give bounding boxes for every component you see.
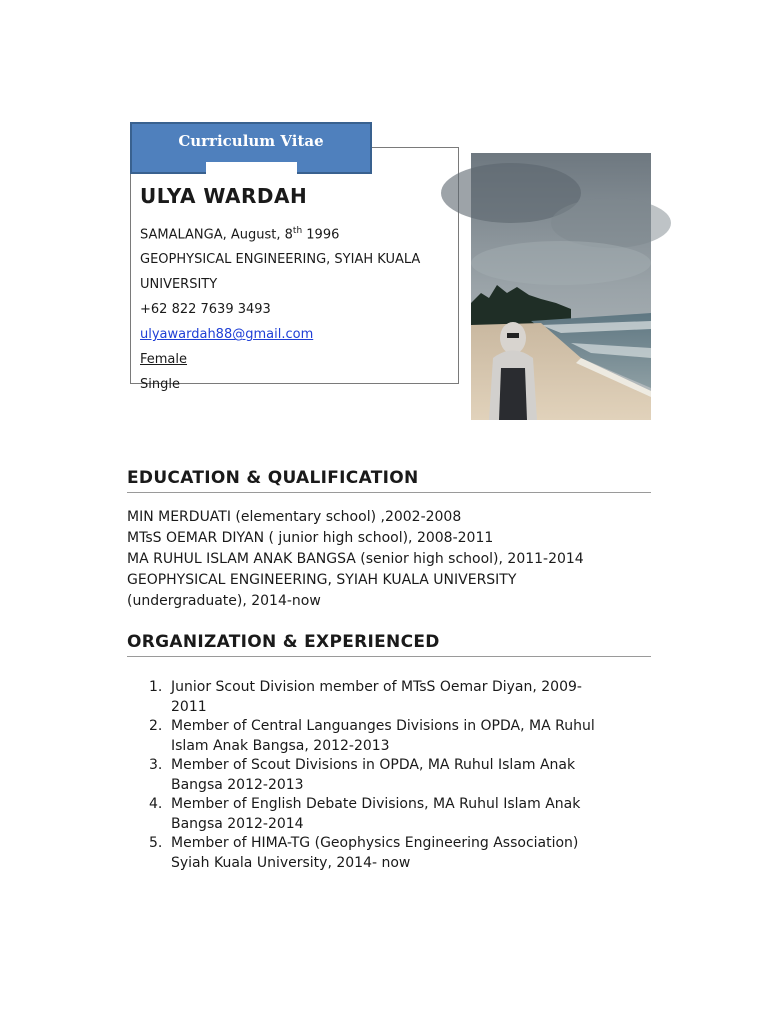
profile-photo — [471, 153, 651, 420]
email-link[interactable]: ulyawardah88@gmail.com — [140, 327, 314, 343]
study-line-1: GEOPHYSICAL ENGINEERING, SYIAH KUALA — [140, 252, 421, 268]
education-item: MIN MERDUATI (elementary school) ,2002-2008 — [127, 509, 462, 525]
list-item — [127, 834, 651, 873]
cv-banner-title: Curriculum Vitae — [178, 132, 324, 150]
beach-photo-illustration — [471, 153, 651, 420]
birth-place-date: SAMALANGA, August, 8 — [140, 227, 293, 243]
list-item-line: Member of HIMA-TG (Geophysics Engineering Association) — [171, 835, 579, 851]
person-name: ULYA WARDAH — [140, 184, 308, 208]
list-item-line: Islam Anak Bangsa, 2012-2013 — [171, 737, 390, 754]
list-number: 5. — [149, 835, 163, 851]
list-item-line: Bangsa 2012-2013 — [171, 776, 304, 793]
list-item-line: Member of Central Languanges Divisions in OPDA, MA Ruhul — [171, 718, 595, 734]
list-item — [127, 678, 651, 717]
list-item-line: Syiah Kuala University, 2014- now — [171, 854, 411, 871]
personal-info-content — [140, 184, 452, 397]
list-item-line: Member of English Debate Divisions, MA Ruhul Islam Anak — [171, 796, 581, 812]
marital-status: Single — [140, 377, 180, 393]
birth-info — [140, 219, 452, 247]
organization-list — [127, 678, 651, 873]
education-item: GEOPHYSICAL ENGINEERING, SYIAH KUALA UNIVERSITY — [127, 572, 517, 588]
education-item: MTsS OEMAR DIYAN ( junior high school), 2008-2011 — [127, 530, 494, 546]
list-item-line: 2011 — [171, 698, 207, 715]
list-number: 2. — [149, 718, 163, 734]
cv-banner — [130, 122, 372, 174]
list-number: 1. — [149, 679, 163, 695]
list-item-line: Junior Scout Division member of MTsS Oemar Diyan, 2009- — [171, 679, 582, 695]
gender-value: Female — [140, 352, 188, 368]
list-item-line: Bangsa 2012-2014 — [171, 815, 304, 832]
phone-number: +62 822 7639 3493 — [140, 302, 271, 318]
education-item: (undergraduate), 2014-now — [127, 593, 321, 609]
study-line-2: UNIVERSITY — [140, 277, 218, 293]
list-number: 3. — [149, 757, 163, 773]
birth-day-suffix: th — [292, 226, 303, 236]
education-item: MA RUHUL ISLAM ANAK BANGSA (senior high school), 2011-2014 — [127, 551, 584, 567]
personal-info-box — [130, 147, 459, 393]
birth-year: 1996 — [302, 227, 340, 243]
education-list — [127, 507, 651, 612]
list-item-line: Member of Scout Divisions in OPDA, MA Ruhul Islam Anak — [171, 757, 576, 773]
list-item — [127, 795, 651, 834]
list-item — [127, 717, 651, 756]
education-section-title: EDUCATION & QUALIFICATION — [127, 468, 651, 493]
list-number: 4. — [149, 796, 163, 812]
list-item — [127, 756, 651, 795]
organization-section-title: ORGANIZATION & EXPERIENCED — [127, 632, 651, 657]
cv-banner-tab — [206, 162, 297, 174]
